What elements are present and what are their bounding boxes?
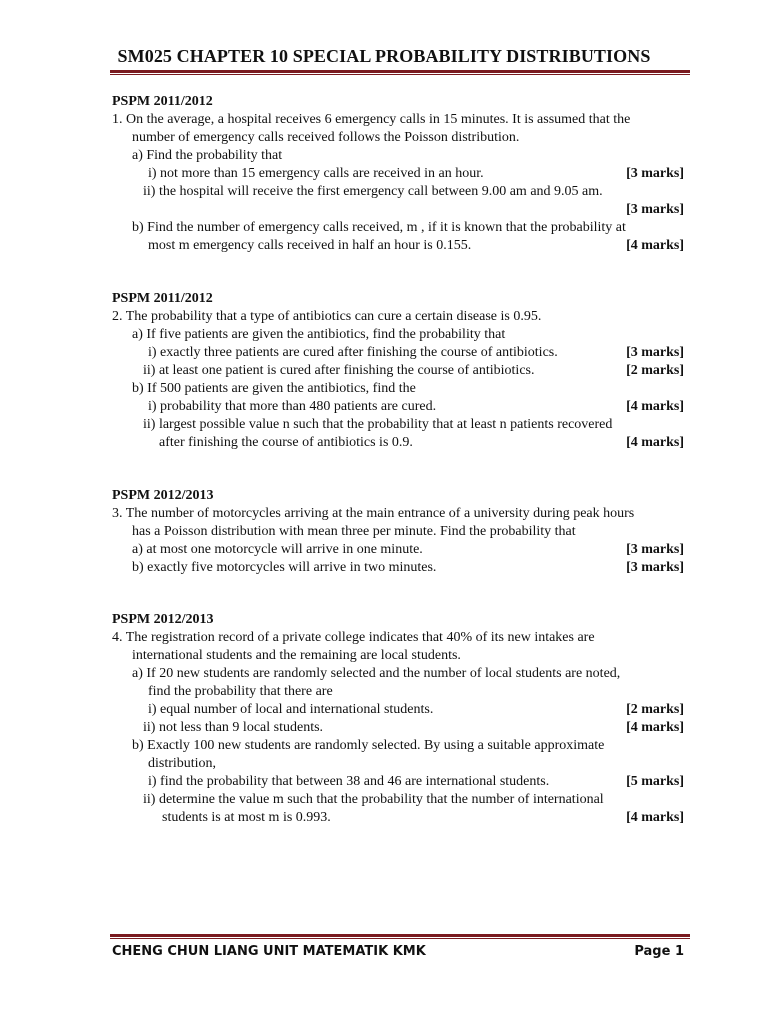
page-title: SM025 CHAPTER 10 SPECIAL PROBABILITY DISTRIBUTIONS — [117, 46, 651, 66]
marks-label: [4 marks] — [626, 720, 684, 735]
question-line — [112, 416, 688, 434]
line-text: after finishing the course of antibiotics is 0.9. — [159, 435, 413, 450]
question-heading: PSPM 2011/2012 — [112, 291, 213, 306]
question-heading: PSPM 2012/2013 — [112, 612, 214, 627]
line-text: find the probability that there are — [148, 684, 333, 699]
marks-label: [4 marks] — [626, 399, 684, 414]
line-text: a) If five patients are given the antibiotics, find the probability that — [132, 327, 506, 342]
marks-label: [3 marks] — [626, 560, 684, 575]
question-line — [112, 701, 688, 719]
question-line — [112, 773, 688, 791]
line-text: 1. On the average, a hospital receives 6 emergency calls in 15 minutes. It is assumed that the — [112, 112, 631, 127]
footer-author: CHENG CHUN LIANG UNIT MATEMATIK KMK — [112, 944, 426, 959]
marks-label: [3 marks] — [626, 166, 684, 181]
marks-label: [4 marks] — [626, 238, 684, 253]
line-text: i) not more than 15 emergency calls are received in an hour. — [148, 166, 484, 181]
question-line — [112, 809, 688, 827]
question-line — [112, 380, 688, 398]
question-line — [112, 559, 688, 577]
line-text: ii) the hospital will receive the first emergency call between 9.00 am and 9.05 am. — [143, 184, 603, 199]
page-number: Page 1 — [634, 944, 684, 959]
line-text: i) probability that more than 480 patients are cured. — [148, 399, 437, 414]
question-line — [112, 683, 688, 701]
line-text: students is at most m is 0.993. — [162, 810, 331, 825]
question-line — [112, 308, 688, 326]
line-text: i) equal number of local and international students. — [148, 702, 434, 717]
question-line — [112, 541, 688, 559]
marks-label: [4 marks] — [626, 810, 684, 825]
question-line — [112, 183, 688, 201]
line-text: b) exactly five motorcycles will arrive in two minutes. — [132, 560, 437, 575]
question-line — [112, 129, 688, 147]
line-text: a) Find the probability that — [132, 148, 283, 163]
question-line — [112, 629, 688, 647]
question-line — [112, 398, 688, 416]
marks-label: [5 marks] — [626, 774, 684, 789]
header-divider — [110, 70, 690, 75]
line-text: 4. The registration record of a private college indicates that 40% of its new intakes are — [112, 630, 595, 645]
question-line — [112, 326, 688, 344]
question-heading: PSPM 2012/2013 — [112, 488, 214, 503]
line-text: ii) at least one patient is cured after finishing the course of antibiotics. — [143, 363, 535, 378]
question-1 — [112, 93, 688, 255]
question-line — [112, 237, 688, 255]
question-2 — [112, 290, 688, 452]
line-text: has a Poisson distribution with mean three per minute. Find the probability that — [132, 524, 576, 539]
question-line — [112, 505, 688, 523]
marks-label: [3 marks] — [626, 202, 684, 217]
line-text: b) Exactly 100 new students are randomly selected. By using a suitable approximate — [132, 738, 605, 753]
marks-label: [4 marks] — [626, 435, 684, 450]
question-line — [112, 111, 688, 129]
line-text: most m emergency calls received in half an hour is 0.155. — [148, 238, 472, 253]
question-line — [112, 201, 688, 219]
question-4 — [112, 611, 688, 827]
question-line — [112, 434, 688, 452]
line-text: a) If 20 new students are randomly selected and the number of local students are noted, — [132, 666, 621, 681]
marks-label: [3 marks] — [626, 345, 684, 360]
question-line — [112, 219, 688, 237]
question-heading: PSPM 2011/2012 — [112, 94, 213, 109]
question-line — [112, 165, 688, 183]
line-text: ii) not less than 9 local students. — [143, 720, 324, 735]
line-text: i) find the probability that between 38 and 46 are international students. — [148, 774, 550, 789]
question-line — [112, 523, 688, 541]
question-line — [112, 362, 688, 380]
line-text: ii) largest possible value n such that the probability that at least n patients recovered — [143, 417, 613, 432]
question-line — [112, 344, 688, 362]
question-line — [112, 737, 688, 755]
line-text: number of emergency calls received follows the Poisson distribution. — [132, 130, 520, 145]
footer-divider — [110, 934, 690, 939]
line-text: b) Find the number of emergency calls received, m , if it is known that the probability at — [132, 220, 626, 235]
question-line — [112, 665, 688, 683]
line-text: i) exactly three patients are cured after finishing the course of antibiotics. — [148, 345, 558, 360]
question-line — [112, 719, 688, 737]
line-text: b) If 500 patients are given the antibiotics, find the — [132, 381, 416, 396]
line-text: 3. The number of motorcycles arriving at the main entrance of a university during peak hours — [112, 506, 635, 521]
question-line — [112, 791, 688, 809]
line-text: ii) determine the value m such that the probability that the number of international — [143, 792, 604, 807]
question-line — [112, 147, 688, 165]
line-text: distribution, — [148, 756, 217, 771]
marks-label: [2 marks] — [626, 702, 684, 717]
marks-label: [3 marks] — [626, 542, 684, 557]
question-line — [112, 755, 688, 773]
question-line — [112, 647, 688, 665]
marks-label: [2 marks] — [626, 363, 684, 378]
line-text: 2. The probability that a type of antibiotics can cure a certain disease is 0.95. — [112, 309, 542, 324]
line-text: international students and the remaining are local students. — [132, 648, 461, 663]
question-3 — [112, 487, 688, 577]
line-text: a) at most one motorcycle will arrive in one minute. — [132, 542, 423, 557]
